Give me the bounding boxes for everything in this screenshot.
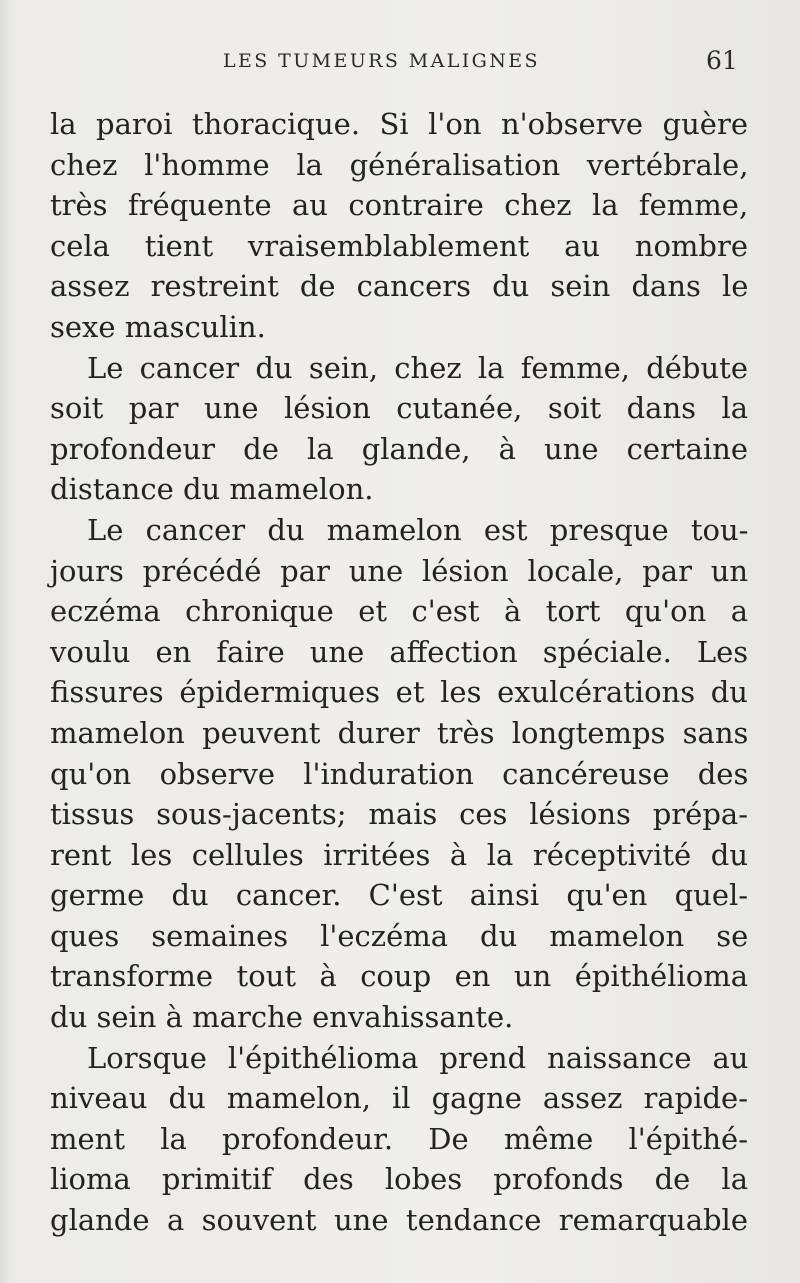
text-line: Lorsque l'épithélioma prend naissance au <box>87 1040 749 1075</box>
text-line: très fréquente au contraire chez la femme, <box>50 188 749 223</box>
text-line: lioma primitif des lobes profonds de la <box>50 1162 748 1197</box>
text-line: tissus sous-jacents; mais ces lésions prépa- <box>50 797 748 832</box>
text-line: qu'on observe l'induration cancéreuse des <box>50 756 749 791</box>
body-text <box>50 104 748 1241</box>
running-title: LES TUMEURS MALIGNES <box>223 50 540 72</box>
text-line: sexe masculin. <box>50 309 266 344</box>
text-line: soit par une lésion cutanée, soit dans la <box>50 391 749 426</box>
text-line: eczéma chronique et c'est à tort qu'on a <box>50 594 749 629</box>
text-line: assez restreint de cancers du sein dans le <box>50 269 749 304</box>
text-line: du sein à marche envahissante. <box>50 1000 514 1035</box>
text-line: germe du cancer. C'est ainsi qu'en quel- <box>50 878 749 913</box>
text-line: fissures épidermiques et les exulcérations du <box>50 675 748 710</box>
text-line: mamelon peuvent durer très longtemps sans <box>50 715 749 750</box>
text-line: cela tient vraisemblablement au nombre <box>50 228 748 263</box>
text-line: profondeur de la glande, à une certaine <box>50 431 748 466</box>
text-line: ques semaines l'eczéma du mamelon se <box>50 918 749 953</box>
text-line: Le cancer du sein, chez la femme, débute <box>87 350 748 385</box>
text-line: jours précédé par une lésion locale, par un <box>50 553 749 588</box>
text-line: Le cancer du mamelon est presque tou- <box>87 512 749 547</box>
text-line: la paroi thoracique. Si l'on n'observe guère <box>50 107 748 141</box>
page-header <box>0 46 800 76</box>
text-line: glande a souvent une tendance remarquable <box>50 1203 748 1238</box>
page-number: 61 <box>706 46 738 75</box>
text-line: voulu en faire une affection spéciale. Les <box>50 634 749 669</box>
text-line: niveau du mamelon, il gagne assez rapide- <box>50 1081 748 1116</box>
text-line: rent les cellules irritées à la réceptivité du <box>50 837 748 872</box>
text-line: chez l'homme la généralisation vertébrale, <box>50 147 749 182</box>
text-line: transforme tout à coup en un épithélioma <box>50 959 748 994</box>
text-line: ment la profondeur. De même l'épithé- <box>50 1121 748 1156</box>
text-line: distance du mamelon. <box>50 472 374 507</box>
